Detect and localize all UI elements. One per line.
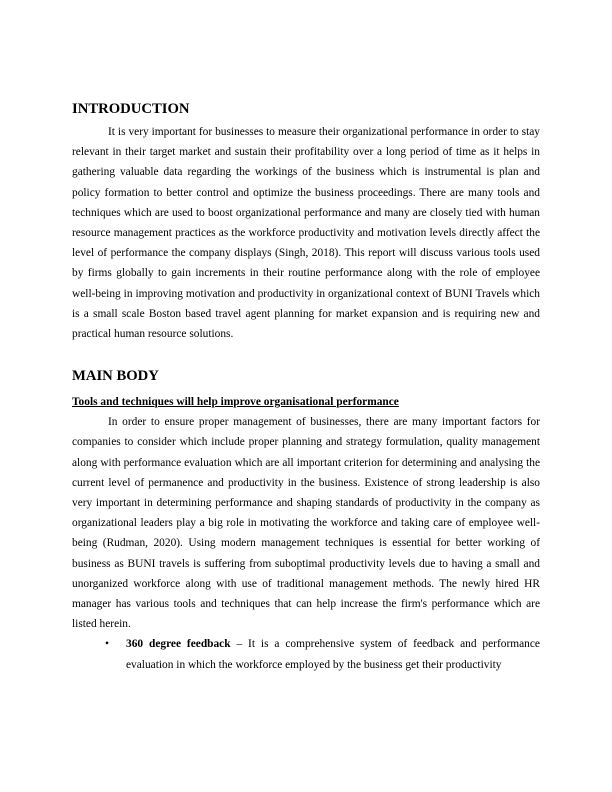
introduction-paragraph: It is very important for businesses to measure their organizational performance in order to stay relevant in their target market and sustain their profitability over a long period of time as it helps in gathering valuable data regarding the workings of the business which is instrumental is plan and policy formation to better control and optimize the business proceedings. There are many tools and techniques which are used to boost organizational performance and many are closely tied with human resource management practices as the workforce productivity and motivation levels directly affect the level of performance the company displays (Singh, 2018). This report will discuss various tools used by firms globally to gain increments in their routine performance along with the role of employee well-being in improving motivation and productivity in organizational context of BUNI Travels which is a small scale Boston based travel agent planning for market expansion and is requiring new and practical human resource solutions.: [72, 126, 540, 341]
introduction-heading: INTRODUCTION: [72, 101, 190, 117]
document-page: [72, 101, 540, 675]
bullet-icon: •: [105, 638, 109, 651]
list-item-text: – It is a comprehensive system of feedback and performance evaluation in which the workforce employed by the business get their productivity: [126, 638, 540, 671]
tools-list: [72, 634, 540, 674]
main-body-heading: MAIN BODY: [72, 368, 159, 385]
main-body-paragraph: In order to ensure proper management of businesses, there are many important factors for companies to consider which include proper planning and strategy formulation, quality management along with performance evaluation which are all important criterion for determining and analysing the current level of permanence and productivity in the business. Existence of strong leadership is also very important in determining performance and shaping standards of productivity in the company as organizational leaders play a big role in motivating the workforce and taking care of employee well-being (Rudman, 2020). Using modern management techniques is essential for better working of business as BUNI travels is suffering from suboptimal productivity levels due to having a small and unorganized workforce along with use of traditional management methods. The newly hired HR manager has various tools and techniques that can help increase the firm's performance which are listed herein.: [72, 416, 540, 631]
section-subheading: Tools and techniques will help improve organisational performance: [72, 396, 399, 409]
list-item-term: 360 degree feedback: [126, 638, 231, 651]
list-item: [72, 634, 540, 674]
